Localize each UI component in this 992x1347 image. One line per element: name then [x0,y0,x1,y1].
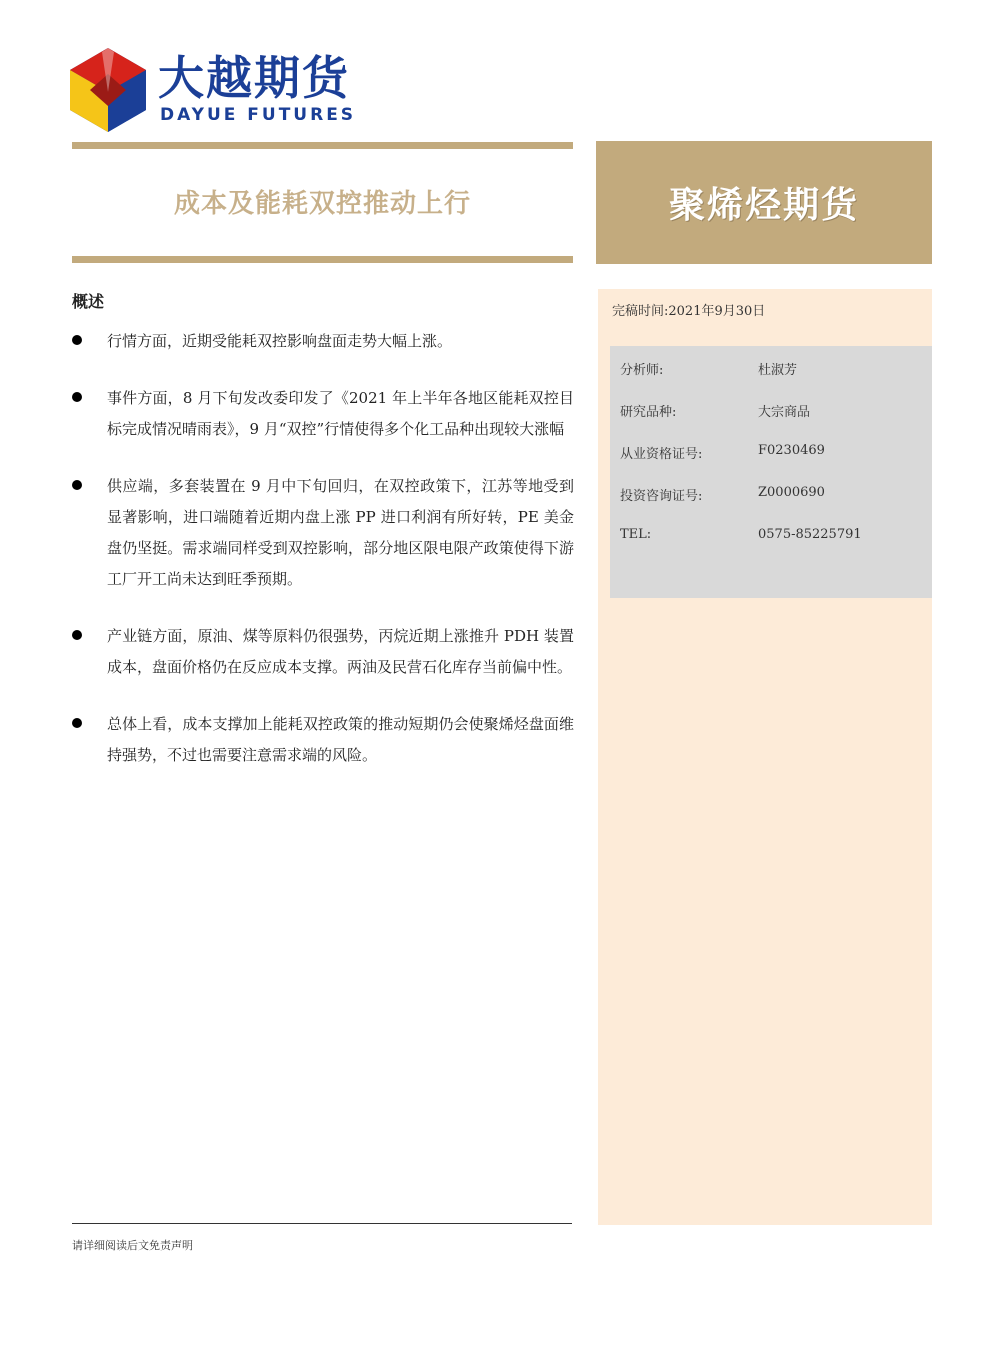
bullet-dot-icon [72,480,82,490]
list-item [72,326,574,357]
title-bottom-rule [72,256,573,263]
bullet-text: 供应端，多套装置在 9 月中下旬回归，在双控政策下，江苏等地受到显著影响，进口端随着近期内盘上涨 PP 进口利润有所好转，PE 美金盘仍坚挺。需求端同样受到双控影响，部分地区限电限产政策使得下游工厂开工尚未达到旺季预期。 [107,477,574,588]
summary-list [72,326,574,797]
bullet-dot-icon [72,335,82,345]
footer-divider [72,1223,572,1224]
bullet-text: 事件方面，8 月下旬发改委印发了《2021 年上半年各地区能耗双控目标完成情况晴雨表》，9 月“双控”行情使得多个化工品种出现较大涨幅 [107,389,574,438]
info-label-qualification: 从业资格证号: [620,447,703,462]
list-item [72,709,574,771]
info-label-variety: 研究品种: [620,405,677,420]
logo-chinese-name: 大越期货 [158,51,350,105]
bullet-dot-icon [72,630,82,640]
product-banner [596,141,932,264]
logo-english-name: DAYUE FUTURES [160,105,357,125]
bullet-text: 产业链方面，原油、煤等原料仍很强势，丙烷近期上涨推升 PDH 装置成本，盘面价格仍在反应成本支撑。两油及民营石化库存当前偏中性。 [107,627,574,676]
info-label-consulting: 投资咨询证号: [620,489,703,504]
bullet-dot-icon [72,392,82,402]
info-value-consulting: Z0000690 [758,485,825,500]
product-title: 聚烯烃期货 [668,185,859,226]
info-value-analyst: 杜淑芳 [758,363,798,378]
overview-heading: 概述 [72,292,105,311]
bullet-dot-icon [72,718,82,728]
report-title: 成本及能耗双控推动上行 [173,189,471,219]
bullet-text: 总体上看，成本支撑加上能耗双控政策的推动短期仍会使聚烯烃盘面维持强势，不过也需要注意需求端的风险。 [107,715,574,764]
title-top-rule [72,142,573,149]
list-item [72,471,574,595]
list-item [72,383,574,445]
info-value-tel: 0575-85225791 [758,527,862,542]
completion-date: 完稿时间:2021年9月30日 [612,304,766,319]
dayue-logo-icon [68,46,148,134]
info-label-tel: TEL: [620,527,652,542]
info-value-variety: 大宗商品 [758,405,811,420]
bullet-text: 行情方面，近期受能耗双控影响盘面走势大幅上涨。 [107,332,453,350]
info-value-qualification: F0230469 [758,443,825,458]
list-item [72,621,574,683]
analyst-info-box [610,346,932,598]
footer-disclaimer: 请详细阅读后文免责声明 [72,1239,193,1252]
info-label-analyst: 分析师: [620,363,664,378]
